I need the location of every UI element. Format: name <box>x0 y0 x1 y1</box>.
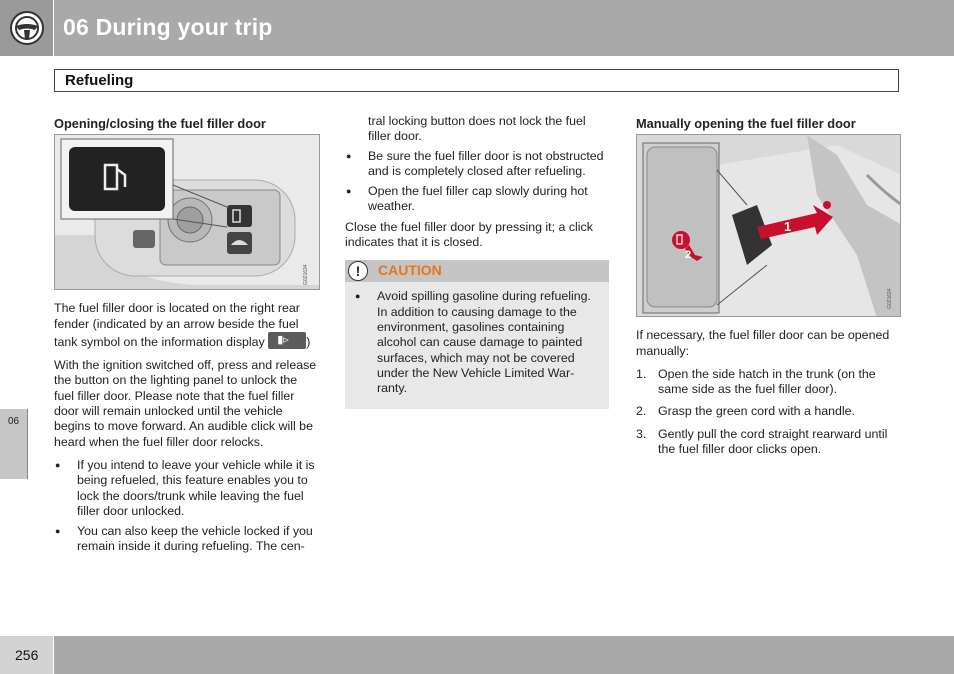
caution-box <box>345 260 609 409</box>
figure-code: G021624 <box>887 288 893 310</box>
list-item: ● Avoid spilling gasoline during refueling. In addition to causing damage to the environment, gasolines containing alcohol can cause damage to painted surfaces, which may not be covered under the New Vehicle Limited War-ranty. <box>354 289 599 396</box>
fuel-pump-display-icon: ▮▹ <box>268 332 306 349</box>
list-item <box>636 367 901 398</box>
callout-1: 1 <box>784 219 792 235</box>
callout-2: 2 <box>685 249 692 262</box>
side-tab-label: 06 <box>8 416 20 427</box>
steering-wheel-icon <box>9 10 45 46</box>
step-text: Grasp the green cord with a handle. <box>658 404 855 419</box>
list-item <box>636 404 901 419</box>
location-text-start: The fuel filler door is located on the right rear fender (indicated by an arrow beside the fuel tank symbol on the information display <box>54 301 300 349</box>
step-number: 2. <box>636 404 647 419</box>
col2-bullet-list <box>345 149 610 215</box>
step-number: 3. <box>636 426 647 441</box>
step-text: Gently pull the cord straight rearward until the fuel filler door clicks open. <box>658 426 888 457</box>
trunk-hatch-illustration <box>637 135 901 317</box>
list-item <box>636 427 901 458</box>
warning-icon: ! <box>348 261 368 281</box>
list-item: ● Be sure the fuel filler door is not obstructed and is completely closed after refueling. <box>345 149 610 180</box>
closing-instruction-text: Close the fuel filler door by pressing it; a click indicates that it is closed. <box>345 219 593 250</box>
logo-box <box>0 0 54 56</box>
figure-code: G021634 <box>303 264 309 286</box>
list-item: ● You can also keep the vehicle locked if you remain inside it during refueling. The cen- <box>54 524 320 555</box>
chapter-title: 06 During your trip <box>63 14 273 40</box>
caution-title: CAUTION <box>378 262 442 279</box>
manual-opening-intro: If necessary, the fuel filler door can be opened manually: <box>636 328 890 358</box>
chapter-side-tab <box>0 409 28 479</box>
fuel-door-heading: Opening/closing the fuel filler door <box>54 116 266 131</box>
trunk-hatch-figure <box>636 134 901 317</box>
step-text: Open the side hatch in the trunk (on the same side as the fuel filler door). <box>658 366 876 397</box>
fuel-door-location-text <box>54 301 320 350</box>
section-title: Refueling <box>65 72 134 89</box>
column-3 <box>636 110 901 464</box>
list-item: ● Open the fuel filler cap slowly during hot weather. <box>345 184 610 215</box>
page-number-box <box>0 636 54 674</box>
section-bar <box>54 69 899 92</box>
ignition-instruction-text: With the ignition switched off, press and release the button on the lighting panel to unlock the fuel filler door. Please note that the fuel filler door will remain unlocked until the vehicle begins to move forward. An audible click will be heard when the fuel filler door relocks. <box>54 358 317 449</box>
manual-opening-heading: Manually opening the fuel filler door <box>636 116 856 131</box>
continued-text: tral locking button does not lock the fuel filler door. <box>368 114 586 144</box>
list-item: ● If you intend to leave your vehicle while it is being refueled, this feature enables you to lock the doors/trunk while leaving the fuel filler door unlocked. <box>54 458 320 519</box>
column-1 <box>54 110 320 560</box>
page-number: 256 <box>15 647 39 663</box>
manual-opening-steps <box>636 367 901 457</box>
page-header <box>0 0 954 56</box>
step-number: 1. <box>636 366 647 381</box>
location-text-end: ) <box>306 334 311 349</box>
caution-header <box>345 260 609 282</box>
col1-bullet-list <box>54 458 320 555</box>
lighting-panel-illustration <box>55 135 320 290</box>
caution-bullet-list <box>345 282 609 396</box>
lighting-panel-figure <box>54 134 320 290</box>
column-2 <box>345 110 610 409</box>
page-footer <box>0 636 954 674</box>
